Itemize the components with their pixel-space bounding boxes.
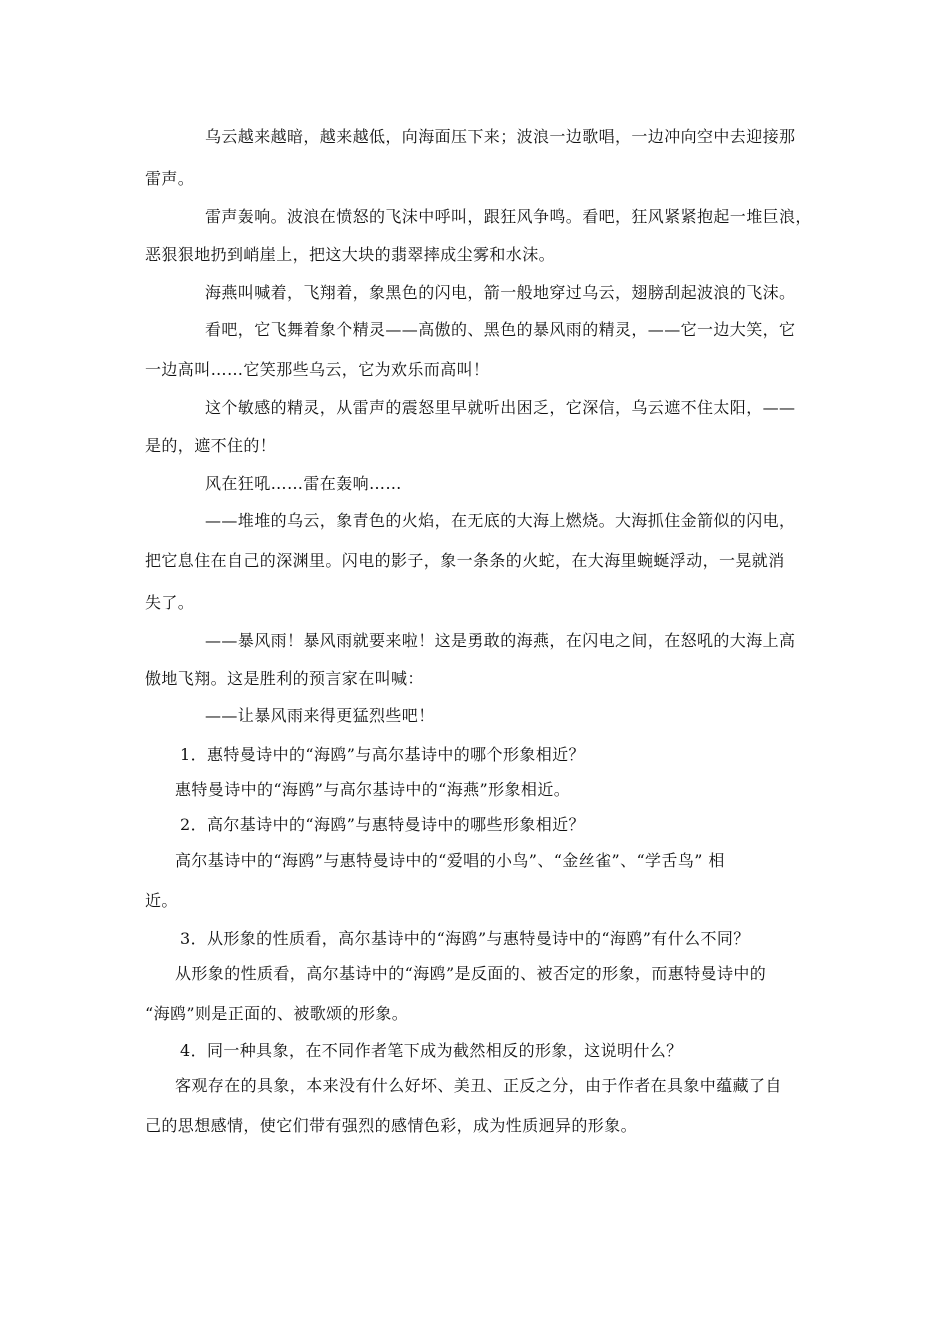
text-line: 雷声轰响。波浪在愤怒的飞沫中呼叫，跟狂风争鸣。看吧，狂风紧紧抱起一堆巨浪， xyxy=(205,207,812,226)
text-line: 这个敏感的精灵，从雷声的震怒里早就听出困乏，它深信，乌云遮不住太阳，—— xyxy=(205,398,796,417)
question-line: 1．惠特曼诗中的“海鸥”与高尔基诗中的哪个形象相近？ xyxy=(180,745,585,764)
answer-line: 近。 xyxy=(145,891,178,910)
answer-line: 客观存在的具象，本来没有什么好坏、美丑、正反之分，由于作者在具象中蕴藏了自 xyxy=(175,1076,782,1095)
text-line: 傲地飞翔。这是胜利的预言家在叫喊： xyxy=(145,669,424,688)
text-line: ——堆堆的乌云，象青色的火焰，在无底的大海上燃烧。大海抓住金箭似的闪电， xyxy=(205,511,796,530)
text-line: 一边高叫……它笑那些乌云，它为欢乐而高叫！ xyxy=(145,360,490,379)
text-line: ——暴风雨！暴风雨就要来啦！这是勇敢的海燕，在闪电之间，在怒吼的大海上高 xyxy=(205,631,796,650)
text-line: 把它息住在自己的深渊里。闪电的影子，象一条条的火蛇，在大海里蜿蜒浮动，一晃就消 xyxy=(145,551,785,570)
answer-line: “海鸥”则是正面的、被歌颂的形象。 xyxy=(145,1004,409,1023)
question-line: 3．从形象的性质看，高尔基诗中的“海鸥”与惠特曼诗中的“海鸥”有什么不同？ xyxy=(180,929,750,948)
text-line: ——让暴风雨来得更猛烈些吧！ xyxy=(205,706,435,725)
text-line: 雷声。 xyxy=(145,169,195,188)
text-line: 乌云越来越暗，越来越低，向海面压下来；波浪一边歌唱，一边冲向空中去迎接那 xyxy=(205,127,796,146)
answer-line: 高尔基诗中的“海鸥”与惠特曼诗中的“爱唱的小鸟”、“金丝雀”、“学舌鸟” 相 xyxy=(175,851,725,870)
answer-line: 从形象的性质看，高尔基诗中的“海鸥”是反面的、被否定的形象，而惠特曼诗中的 xyxy=(175,964,767,983)
question-line: 2．高尔基诗中的“海鸥”与惠特曼诗中的哪些形象相近？ xyxy=(180,815,585,834)
text-line: 是的，遮不住的！ xyxy=(145,436,277,455)
text-line: 风在狂吼……雷在轰响…… xyxy=(205,474,402,493)
text-line: 失了。 xyxy=(145,593,195,612)
text-line: 看吧，它飞舞着象个精灵——高傲的、黑色的暴风雨的精灵，——它一边大笑，它 xyxy=(205,320,796,339)
answer-line: 己的思想感情，使它们带有强烈的感情色彩，成为性质迥异的形象。 xyxy=(145,1116,638,1135)
answer-line: 惠特曼诗中的“海鸥”与高尔基诗中的“海燕”形象相近。 xyxy=(175,780,571,799)
question-line: 4．同一种具象，在不同作者笔下成为截然相反的形象，这说明什么？ xyxy=(180,1041,683,1060)
text-line: 海燕叫喊着，飞翔着，象黑色的闪电，箭一般地穿过乌云，翅膀刮起波浪的飞沫。 xyxy=(205,283,796,302)
text-line: 恶狠狠地扔到峭崖上，把这大块的翡翠摔成尘雾和水沫。 xyxy=(145,245,556,264)
